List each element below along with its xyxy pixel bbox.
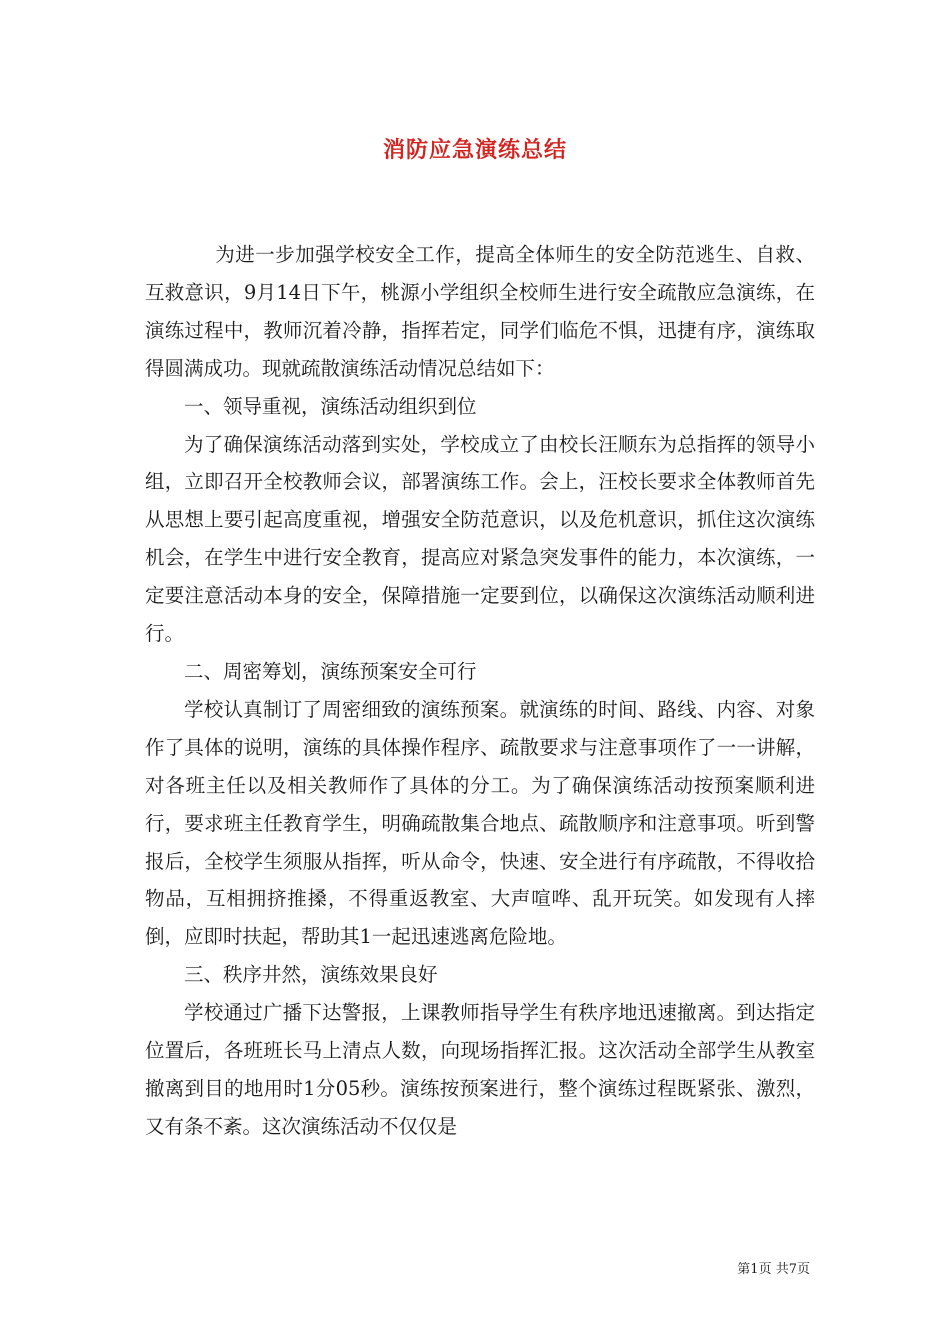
footer-mid: 页 共 <box>758 1262 789 1277</box>
section-1-paragraph: 为了确保演练活动落到实处，学校成立了由校长汪顺东为总指挥的领导小组，立即召开全校教师会议，部署演练工作。会上，汪校长要求全体教师首先从思想上要引起高度重视，增强安全防范意识，以及危机意识，抓住这次演练机会，在学生中进行安全教育，提高应对紧急突发事件的能力，本次演练，一定要注意活动本身的安全，保障措施一定要到位，以确保这次演练活动顺利进行。 <box>145 432 815 646</box>
page-number-footer <box>690 1258 810 1277</box>
footer-suffix: 页 <box>796 1262 810 1277</box>
document-body <box>145 236 815 1146</box>
section-heading-1: 一、领导重视，演练活动组织到位 <box>184 394 477 418</box>
section-3-paragraph: 学校通过广播下达警报，上课教师指导学生有秩序地迅速撤离。到达指定位置后，各班班长马上清点人数，向现场指挥汇报。这次活动全部学生从教室撤离到目的地用时1分05秒。演练按预案进行，整个演练过程既紧张、激烈，又有条不紊。这次演练活动不仅仅是 <box>145 1001 815 1138</box>
intro-paragraph: 为进一步加强学校安全工作，提高全体师生的安全防范逃生、自救、互救意识，9月14日下午，桃源小学组织全校师生进行安全疏散应急演练，在演练过程中，教师沉着冷静，指挥若定，同学们临危不惧，迅捷有序，演练取得圆满成功。现就疏散演练活动情况总结如下： <box>145 243 815 380</box>
section-2-paragraph: 学校认真制订了周密细致的演练预案。就演练的时间、路线、内容、对象作了具体的说明，演练的具体操作程序、疏散要求与注意事项作了一一讲解，对各班主任以及相关教师作了具体的分工。为了确保演练活动按预案顺利进行，要求班主任教育学生，明确疏散集合地点、疏散顺序和注意事项。听到警报后，全校学生须服从指挥，听从命令，快速、安全进行有序疏散，不得收拾物品，互相拥挤推搡，不得重返教室、大声喧哗、乱开玩笑。如发现有人摔倒，应即时扶起，帮助其1一起迅速逃离危险地。 <box>145 697 815 949</box>
document-title: 消防应急演练总结 <box>382 137 567 163</box>
footer-current-page: 1 <box>750 1262 759 1277</box>
section-heading-2: 二、周密筹划，演练预案安全可行 <box>184 659 477 683</box>
section-heading-3: 三、秩序井然，演练效果良好 <box>184 963 438 987</box>
footer-total-pages: 7 <box>788 1262 797 1277</box>
footer-prefix: 第 <box>737 1262 751 1277</box>
